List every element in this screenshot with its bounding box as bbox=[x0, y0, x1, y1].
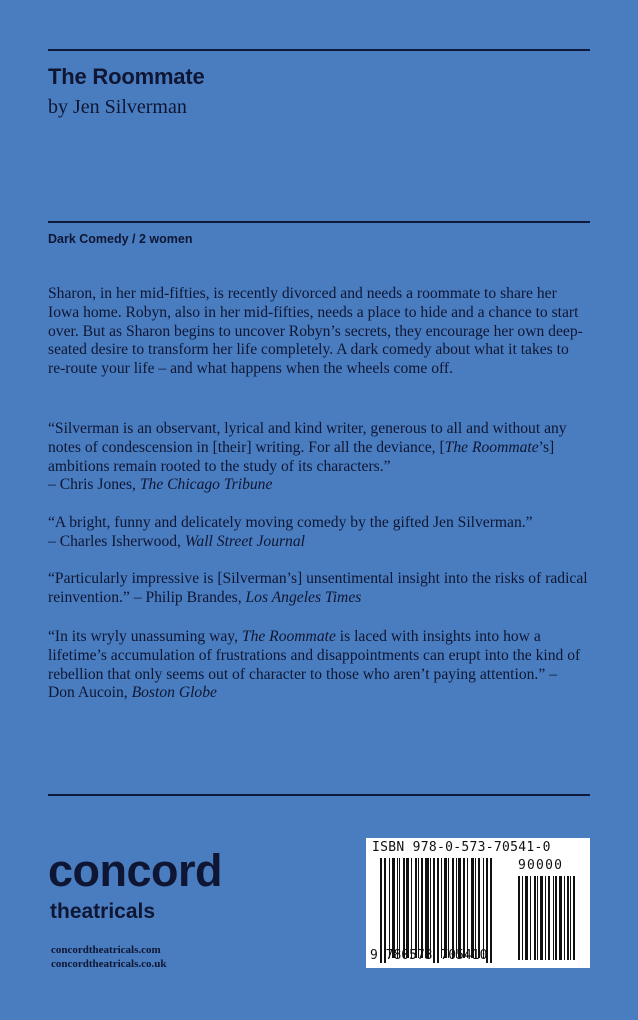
addon-bars bbox=[518, 876, 584, 960]
publisher-logo-theatricals: theatricals bbox=[50, 900, 156, 923]
publisher-url-uk: concordtheatricals.co.uk bbox=[51, 958, 167, 970]
quote-2-source: Wall Street Journal bbox=[184, 532, 305, 550]
book-title: The Roommate bbox=[48, 64, 205, 89]
publisher-url-com: concordtheatricals.com bbox=[51, 944, 161, 956]
price-code: 90000 bbox=[518, 858, 564, 873]
quote-4: “In its wryly unassuming way, The Roommate is laced with insights into how a lifetime’s accumulation of frustrations and disappointments can erupt into the kind of rebellion that only seems out of character to those who aren’t paying attention.” – Don Aucoin, Boston Globe bbox=[48, 628, 581, 702]
quote-4-source: Boston Globe bbox=[131, 684, 217, 702]
quote-1-attribution: – Chris Jones, bbox=[48, 476, 140, 494]
quote-3-source: Los Angeles Times bbox=[245, 588, 362, 606]
ean-bars bbox=[380, 858, 515, 958]
top-rule bbox=[48, 49, 590, 51]
quote-2: “A bright, funny and delicately moving comedy by the gifted Jen Silverman.” – Charles Isherwood, Wall Street Journal bbox=[48, 514, 533, 550]
quote-3-attribution: – Philip Brandes, bbox=[129, 588, 246, 606]
bottom-rule bbox=[48, 794, 590, 796]
quote-1: “Silverman is an observant, lyrical and kind writer, generous to all and without any notes of condescension in [their] writing. For all the deviance, [The Roommate’s] ambitions remain rooted to the study of its characters.” – Chris Jones, The Chicago Tribune bbox=[48, 420, 567, 494]
ean-digits: 9 780573 705410 bbox=[370, 948, 488, 963]
book-author: by Jen Silverman bbox=[48, 96, 187, 118]
isbn-barcode bbox=[366, 838, 590, 968]
genre-cast-label: Dark Comedy / 2 women bbox=[48, 232, 193, 246]
quote-1-source: The Chicago Tribune bbox=[139, 476, 273, 494]
isbn-label: ISBN 978-0-573-70541-0 bbox=[372, 840, 551, 855]
publisher-logo-concord: concord bbox=[48, 845, 223, 896]
quote-4-attribution: – Don Aucoin, bbox=[48, 665, 557, 702]
synopsis: Sharon, in her mid-fifties, is recently divorced and needs a roommate to share her Iowa home. Robyn, also in her mid-fifties, needs a place to hide and a chance to start over. But as Sharon begins to uncover Robyn’s secrets, they encourage her own deep-seated desire to transform her life completely. A dark comedy about what it takes to re-route your life – and what happens when the wheels come off. bbox=[48, 285, 583, 378]
quote-2-attribution: – Charles Isherwood, bbox=[48, 532, 185, 550]
quote-3: “Particularly impressive is [Silverman’s] unsentimental insight into the risks of radical reinvention.” – Philip Brandes, Los Angeles Times bbox=[48, 570, 588, 606]
genre-rule bbox=[48, 221, 590, 223]
